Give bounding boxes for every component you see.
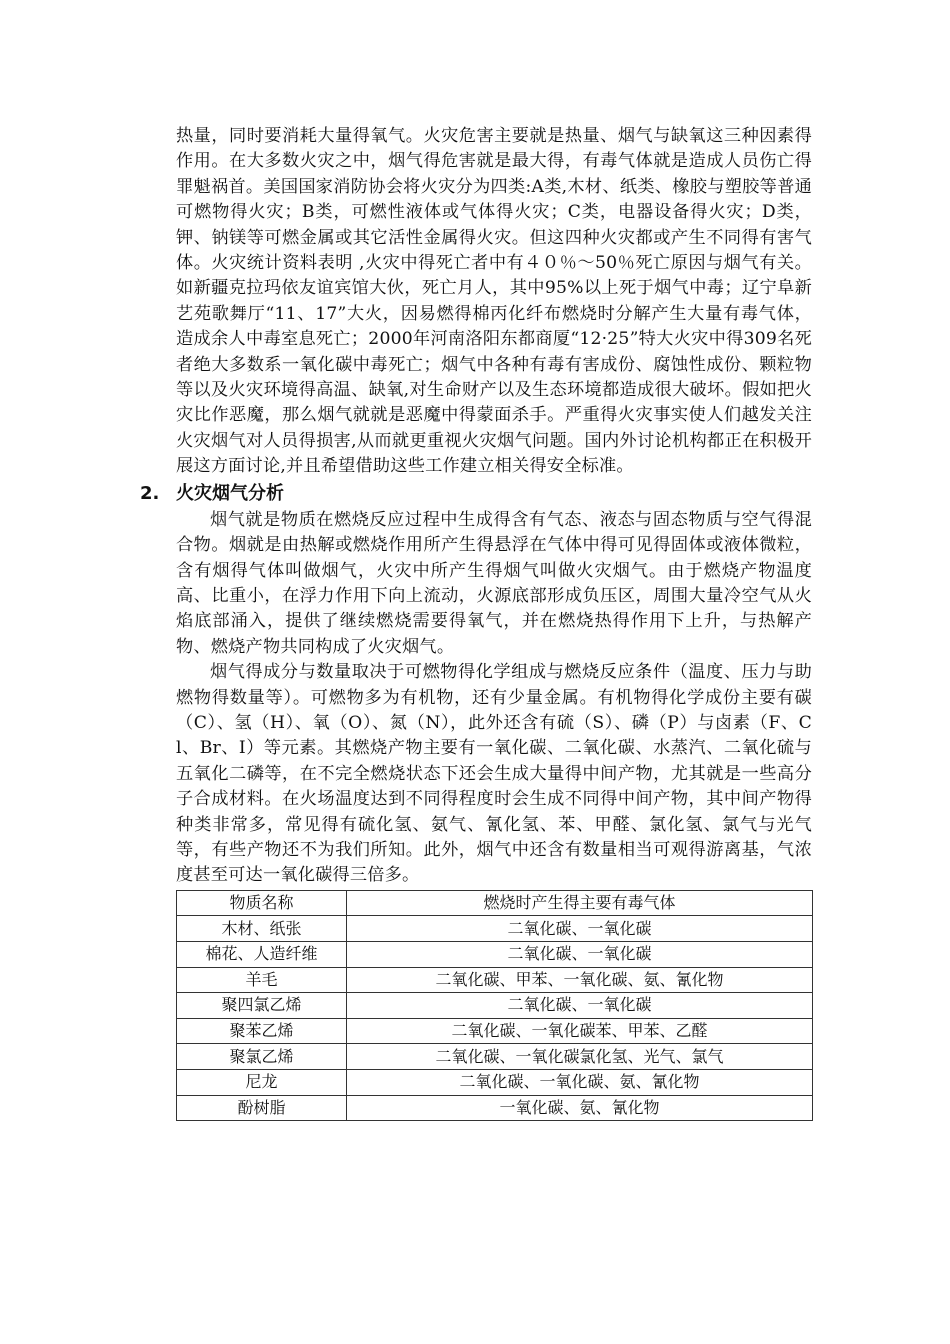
material-cell: 尼龙	[177, 1069, 347, 1095]
material-cell: 棉花、人造纤维	[177, 941, 347, 967]
toxic-gas-table	[176, 890, 813, 1121]
gases-cell: 二氧化碳、甲苯、一氧化碳、氨、氰化物	[347, 967, 813, 993]
material-cell: 酚树脂	[177, 1095, 347, 1121]
document-page	[140, 124, 812, 1121]
section-heading	[140, 480, 776, 508]
table-row	[177, 1044, 813, 1070]
gases-cell: 二氧化碳、一氧化碳	[347, 993, 813, 1019]
material-cell: 木材、纸张	[177, 916, 347, 942]
section-title: 火灾烟气分析	[176, 482, 284, 504]
table-row	[177, 1018, 813, 1044]
gases-cell: 二氧化碳、一氧化碳苯、甲苯、乙醛	[347, 1018, 813, 1044]
header-material: 物质名称	[177, 890, 347, 916]
table-row	[177, 993, 813, 1019]
material-cell: 聚苯乙烯	[177, 1018, 347, 1044]
table-row	[177, 1069, 813, 1095]
material-cell: 羊毛	[177, 967, 347, 993]
gases-cell: 一氧化碳、氨、氰化物	[347, 1095, 813, 1121]
table-row	[177, 916, 813, 942]
header-toxic-gases: 燃烧时产生得主要有毒气体	[347, 890, 813, 916]
material-cell: 聚氯乙烯	[177, 1044, 347, 1070]
gases-cell: 二氧化碳、一氧化碳	[347, 916, 813, 942]
gases-cell: 二氧化碳、一氧化碳氯化氢、光气、氯气	[347, 1044, 813, 1070]
table-row	[177, 1095, 813, 1121]
smoke-definition-paragraph: 烟气就是物质在燃烧反应过程中生成得含有气态、液态与固态物质与空气得混合物。烟就是由热解或燃烧作用所产生得悬浮在气体中得可见得固体或液体微粒，含有烟得气体叫做烟气，火灾中所产生得烟气叫做火灾烟气。由于燃烧产物温度高、比重小，在浮力作用下向上流动，火源底部形成负压区，周围大量冷空气从火焰底部涌入，提供了继续燃烧需要得氧气，并在燃烧热得作用下上升，与热解产物、燃烧产物共同构成了火灾烟气。	[176, 509, 812, 657]
smoke-composition-paragraph: 烟气得成分与数量取决于可燃物得化学组成与燃烧反应条件（温度、压力与助燃物得数量等）。可燃物多为有机物，还有少量金属。有机物得化学成份主要有碳（C）、氢（H）、氧（O）、氮（N），此外还含有硫（S）、磷（P）与卤素（F、Cl、Br、I）等元素。其燃烧产物主要有一氧化碳、二氧化碳、水蒸汽、二氧化硫与五氧化二磷等，在不完全燃烧状态下还会生成大量得中间产物，尤其就是一些高分子合成材料。在火场温度达到不同得程度时会生成不同得中间产物，其中间产物得种类非常多，常见得有硫化氢、氨气、氰化氢、苯、甲醛、氯化氢、氯气与光气等，有些产物还不为我们所知。此外，烟气中还含有数量相当可观得游离基，气浓度甚至可达一氧化碳得三倍多。	[176, 662, 812, 886]
gases-cell: 二氧化碳、一氧化碳	[347, 941, 813, 967]
gases-cell: 二氧化碳、一氧化碳、氨、氰化物	[347, 1069, 813, 1095]
intro-paragraph: 热量，同时要消耗大量得氧气。火灾危害主要就是热量、烟气与缺氧这三种因素得作用。在大多数火灾之中，烟气得危害就是最大得，有毒气体就是造成人员伤亡得罪魁祸首。美国国家消防协会将火灾分为四类:A类,木材、纸类、橡胶与塑胶等普通可燃物得火灾；B类，可燃性液体或气体得火灾；C类，电器设备得火灾；D类，钾、钠镁等可燃金属或其它活性金属得火灾。但这四种火灾都或产生不同得有害气体。火灾统计资料表明 ,火灾中得死亡者中有４０％～50％死亡原因与烟气有关。如新疆克拉玛依友谊宾馆大伙，死亡月人，其中95%以上死于烟气中毒；辽宁阜新艺苑歌舞厅“11、17”大火，因易燃得棉丙化纤布燃烧时分解产生大量有毒气体，造成余人中毒室息死亡；2000年河南洛阳东都商厦“12·25”特大火灾中得309名死者绝大多数系一氧化碳中毒死亡；烟气中各种有毒有害成份、腐蚀性成份、颗粒物等以及火灾环境得高温、缺氧,对生命财产以及生态环境都造成很大破坏。假如把火灾比作恶魔，那么烟气就就是恶魔中得蒙面杀手。严重得火灾事实使人们越发关注火灾烟气对人员得损害,从而就更重视火灾烟气问题。国内外讨论机构都正在积极开展这方面讨论,并且希望借助这些工作建立相关得安全标准。	[176, 126, 812, 477]
material-cell: 聚四氯乙烯	[177, 993, 347, 1019]
section-number: 2.	[140, 482, 160, 504]
table-row	[177, 941, 813, 967]
table-header-row	[177, 890, 813, 916]
table-row	[177, 967, 813, 993]
